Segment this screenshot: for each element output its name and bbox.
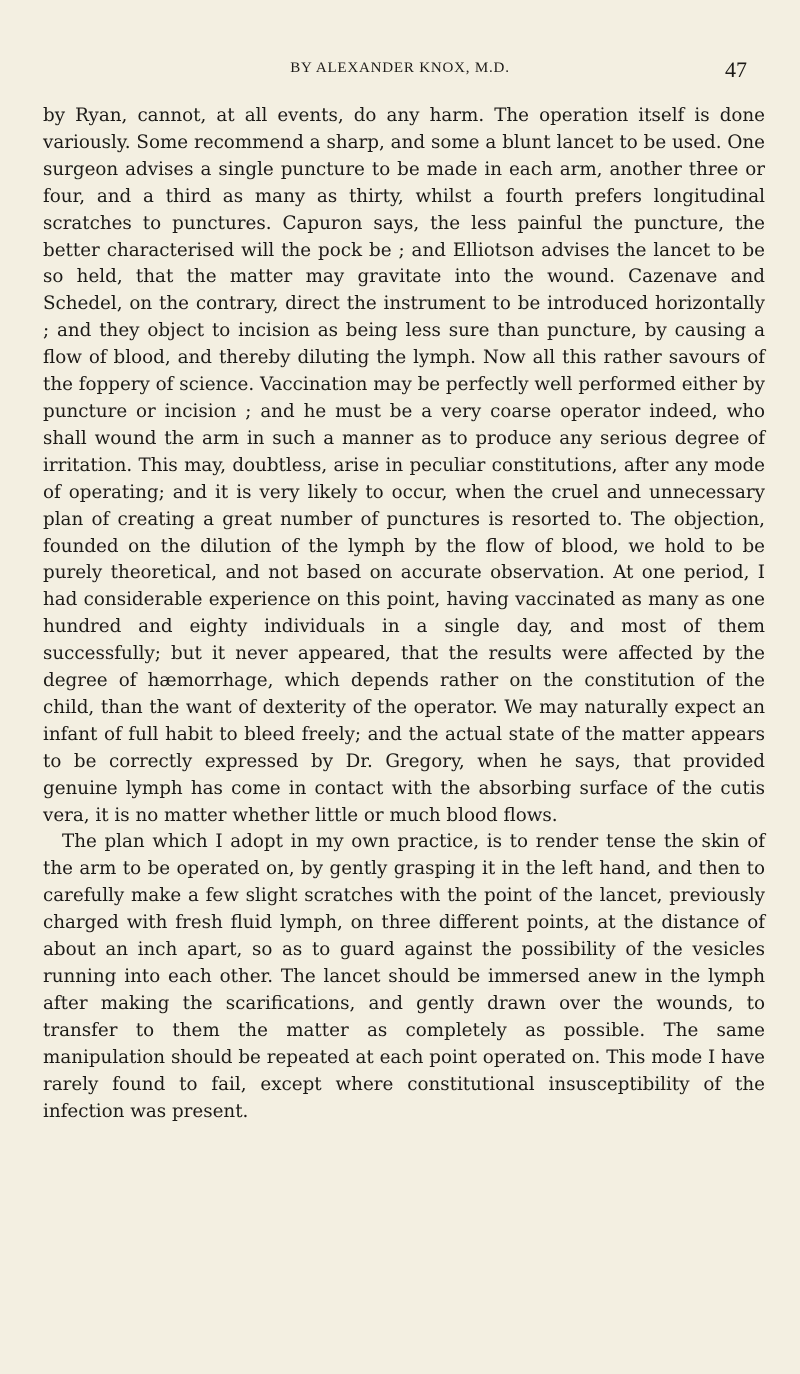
page-number: 47 [725, 57, 747, 82]
body-text [43, 103, 765, 1125]
paragraph-2: The plan which I adopt in my own practice, is to render tense the skin of the arm to be operated on, by gently grasping it in the left hand, and then to carefully make a few slight scratches with the point of the lancet, previously charged with fresh fluid lymph, on three different points, at the distance of about an inch apart, so as to guard against the possibility of the vesicles running into each other. The lancet should be immersed anew in the lymph after making the scarifications, and gently drawn over the wounds, to transfer to them the matter as completely as possible. The same manipulation should be repeated at each point operated on. This mode I have rarely found to fail, except where constitutional insusceptibility of the infection was present. [43, 831, 765, 1122]
paragraph-1: by Ryan, cannot, at all events, do any harm. The operation itself is done variously. Some recommend a sharp, and some a blunt lancet to be used. One surgeon advises a single puncture to be made in each arm, another three or four, and a third as many as thirty, whilst a fourth prefers longitudinal scratches to punctures. Capuron says, the less painful the puncture, the better characterised will the pock be ; and Elliotson advises the lancet to be so held, that the matter may gravitate into the wound. Cazenave and Schedel, on the contrary, direct the instrument to be introduced horizontally ; and they object to incision as being less sure than puncture, by causing a flow of blood, and thereby diluting the lymph. Now all this rather savours of the foppery of science. Vaccination may be perfectly well performed either by puncture or incision ; and he must be a very coarse operator indeed, who shall wound the arm in such a manner as to produce any serious degree of irritation. This may, doubtless, arise in peculiar constitutions, after any mode of operating; and it is very likely to occur, when the cruel and unnecessary plan of creating a great number of punctures is resorted to. The objection, founded on the dilution of the lymph by the flow of blood, we hold to be purely theoretical, and not based on accurate observation. At one period, I had considerable experience on this point, having vaccinated as many as one hundred and eighty individuals in a single day, and most of them successfully; but it never appeared, that the results were affected by the degree of hæmorrhage, which depends rather on the constitution of the child, than the want of dexterity of the operator. We may naturally expect an infant of full habit to bleed freely; and the actual state of the matter appears to be correctly expressed by Dr. Gregory, when he says, that provided genuine lymph has come in contact with the absorbing surface of the cutis vera, it is no matter whether little or much blood flows. [43, 105, 765, 826]
running-head-title: BY ALEXANDER KNOX, M.D. [290, 60, 510, 76]
running-head [0, 57, 800, 90]
